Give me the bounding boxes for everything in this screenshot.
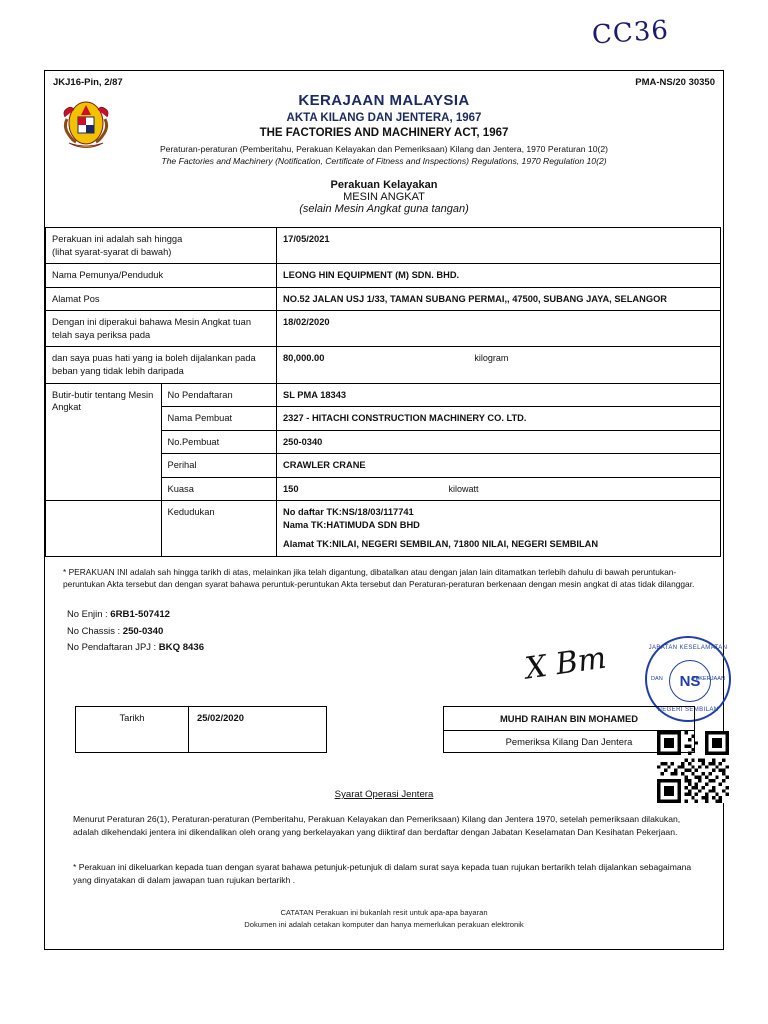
malaysia-coat-of-arms-icon (59, 93, 113, 153)
load-value-cell (277, 347, 721, 383)
validity-label-cell (46, 228, 277, 264)
engine-no-label: No Enjin : (67, 608, 108, 620)
maker-no-value: 250-0340 (277, 430, 721, 454)
regulation-my: Peraturan-peraturan (Pemberitahu, Perakuan Kelayakan dan Pemeriksaan) Kilang dan Jentera, 1970 Peraturan 10(2) (159, 144, 609, 154)
validity-label: Perakuan ini adalah sah hingga (52, 234, 183, 245)
reg-no-value: SL PMA 18343 (277, 383, 721, 407)
details-label: Butir-butir tentang Mesin Angkat (46, 383, 162, 501)
load-value: 80,000.00 (283, 353, 325, 364)
certificate-details-table (45, 227, 721, 557)
date-box (75, 706, 327, 753)
country-title: KERAJAAN MALAYSIA (298, 92, 470, 109)
table-row (46, 287, 721, 311)
stamp-arc-top: JABATAN KESELAMATAN (648, 645, 728, 651)
power-label: Kuasa (161, 477, 277, 501)
location-label: Kedudukan (161, 501, 277, 557)
machine-type-note: (selain Mesin Angkat guna tangan) (299, 203, 469, 216)
inspector-role: Pemeriksa Kilang Dan Jentera (505, 736, 633, 747)
location-value-cell (277, 501, 721, 557)
document-footer (45, 907, 723, 931)
engine-no-value: 6RB1-507412 (110, 609, 171, 621)
table-row (46, 311, 721, 347)
handwritten-signature: X Bm (522, 640, 609, 687)
form-code: JKJ16-Pin, 2/87 (53, 77, 123, 88)
stamp-arc-bottom: NEGERI SEMBILAN (657, 707, 719, 713)
footer-line-2: Dokumen ini adalah cetakan komputer dan hanya memerlukan perakuan elektronik (244, 919, 524, 929)
jpj-no-row (67, 639, 723, 655)
regulation-en: The Factories and Machinery (Notification, Certificate of Fitness and Inspections) Regulations, 1970 Regulation 10(2) (161, 155, 607, 166)
table-row (46, 347, 721, 383)
owner-value: LEONG HIN EQUIPMENT (M) SDN. BHD. (277, 264, 721, 288)
address-label: Alamat Pos (46, 287, 277, 311)
jpj-no-label: No Pendaftaran JPJ : (67, 641, 157, 652)
date-label: Tarikh (76, 707, 189, 752)
machine-identifiers (45, 592, 723, 655)
table-row (46, 383, 721, 407)
chassis-no-value: 250-0340 (122, 625, 164, 637)
table-row (46, 501, 721, 557)
maker-value: 2327 - HITACHI CONSTRUCTION MACHINERY CO. LTD. (277, 407, 721, 431)
stamp-center-label: NS (669, 660, 711, 702)
conditions-heading: Syarat Operasi Jentera (334, 789, 434, 800)
conditions-paragraph-1: Menurut Peraturan 26(1), Peraturan-peraturan (Pemberitahu, Perakuan Kelayakan dan Pemeriksaan) Kilang dan Jentera 1970, setelah pemeriksaan dilakukan, adalah dikehendaki jentera ini dikendalikan oleh orang yang berkelayakan yang diiktiraf dan berdaftar dengan Jabatan Keselamatan Dan Kesihatan Pekerjaan. (73, 814, 681, 838)
stamp-arc-left: DAN (651, 676, 663, 682)
inspector-name: MUHD RAIHAN BIN MOHAMED (444, 707, 694, 731)
inspected-label: Dengan ini diperakui bahawa Mesin Angkat tuan telah saya periksa pada (46, 311, 277, 347)
engine-no-row (67, 606, 723, 622)
inspector-box (443, 706, 695, 753)
details-label-spacer (46, 501, 162, 557)
validity-label-sub: (lihat syarat-syarat di bawah) (52, 246, 172, 257)
address-value: NO.52 JALAN USJ 1/33, TAMAN SUBANG PERMAI,, 47500, SUBANG JAYA, SELANGOR (277, 287, 721, 311)
handwritten-annotation: CC36 (591, 15, 670, 51)
act-title-en: THE FACTORIES AND MACHINERY ACT, 1967 (259, 127, 509, 139)
certificate-header (45, 92, 723, 167)
load-label: dan saya puas hati yang ia boleh dijalankan pada beban yang tidak lebih daripada (46, 347, 277, 383)
location-line-2: Nama TK:HATIMUDA SDN BHD (283, 519, 420, 530)
location-line-3: Alamat TK:NILAI, NEGERI SEMBILAN, 71800 NILAI, NEGERI SEMBILAN (283, 539, 599, 550)
location-line-1: No daftar TK:NS/18/03/117741 (283, 507, 414, 518)
reg-no-label: No Pendaftaran (161, 383, 277, 407)
description-label: Perihal (161, 454, 277, 478)
footer-line-1: CATATAN Perakuan ini bukanlah resit untuk apa-apa bayaran (280, 907, 488, 917)
description-value: CRAWLER CRANE (277, 454, 721, 478)
certificate-border (44, 70, 728, 950)
validity-value: 17/05/2021 (277, 228, 721, 264)
serial-number: PMA-NS/20 30350 (635, 77, 715, 88)
certificate-topbar (45, 71, 723, 88)
inspected-value: 18/02/2020 (277, 311, 721, 347)
act-title-my: AKTA KILANG DAN JENTERA, 1967 (286, 112, 482, 124)
owner-label: Nama Pemunya/Penduduk (46, 264, 277, 288)
date-value: 25/02/2020 (197, 712, 244, 723)
jpj-no-value: BKQ 8436 (158, 642, 205, 653)
power-value: 150 (283, 483, 299, 494)
power-value-cell (277, 477, 721, 501)
stamp-arc-right: PEKERJAAN (691, 676, 725, 682)
chassis-no-row (67, 623, 723, 639)
machine-type: MESIN ANGKAT (343, 191, 425, 204)
power-unit: kilowatt (448, 483, 479, 494)
load-unit: kilogram (474, 353, 509, 364)
table-row (46, 228, 721, 264)
certificate-title: Perakuan Kelayakan (330, 179, 438, 192)
maker-label: Nama Pembuat (161, 407, 277, 431)
maker-no-label: No.Pembuat (161, 430, 277, 454)
validity-note: * PERAKUAN INI adalah sah hingga tarikh di atas, melainkan jika telah digantung, dibatalkan atau dengan jalan lain ditamatkan terlebih dahulu di bawah peruntukan-peruntukan Akta tersebut dan dengan syarat bahawa peruntuk-peruntukan Akta tersebut dan Peraturan-peraturan berkenaan dengan mesin angkat di atas tidak dilanggar. (63, 566, 695, 590)
signature-row (75, 706, 695, 753)
chassis-no-label: No Chassis : (67, 624, 121, 636)
certificate-title-block (45, 179, 723, 215)
table-row (46, 264, 721, 288)
conditions-paragraph-2: * Perakuan ini dikeluarkan kepada tuan dengan syarat bahawa petunjuk-petunjuk di dalam surat saya kepada tuan rujukan bertarikh telah dijalankan sebagaimana yang dinyatakan di dalam jawapan tuan rujukan bertarikh . (73, 862, 692, 886)
